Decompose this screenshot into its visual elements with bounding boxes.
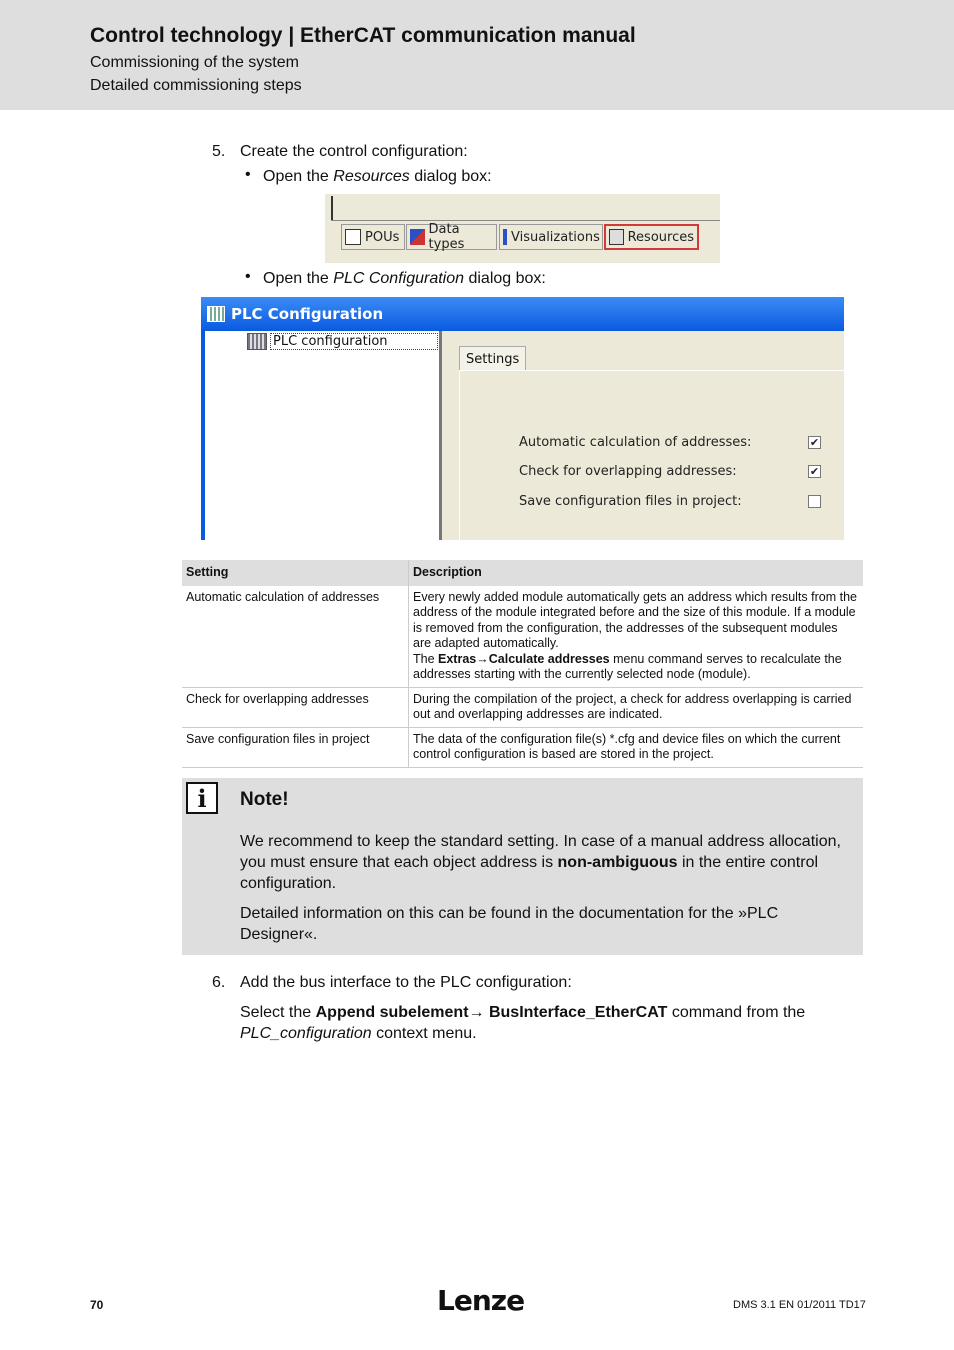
- bullet-open-plc-configuration: Open the PLC Configuration dialog box:: [263, 270, 546, 287]
- column-header-description: Description: [409, 560, 864, 586]
- info-icon: i: [186, 782, 218, 814]
- note-box: [182, 778, 863, 955]
- table-row: [182, 687, 863, 727]
- step-5-text: Create the control configuration:: [240, 143, 468, 160]
- bullet-marker: •: [245, 166, 251, 183]
- plc-configuration-window: [201, 297, 844, 540]
- object-organizer-tabs: [325, 194, 720, 263]
- page-header: [0, 0, 954, 110]
- checkbox-check-overlapping[interactable]: ✔: [809, 466, 820, 478]
- description-cell: During the compilation of the project, a check for address overlapping is carried out and overlapping addresses are indicated.: [409, 687, 864, 727]
- description-cell: Every newly added module automatically gets an address which results from the address of the module integrated before and the size of this module. If a module is removed from the configuration, the addresses of the subsequent modules are adapted automatically. The Extras→Calculate addresses menu command serves to recalculate the addresses starting with the currently selected node (module).: [409, 586, 864, 688]
- window-title-bar: PLC Configuration: [201, 297, 844, 331]
- note-paragraph: We recommend to keep the standard setting. In case of a manual address allocation, you must ensure that each object address is non-ambiguous in the entire control configuration.: [240, 833, 841, 892]
- section-title: Detailed commissioning steps: [90, 77, 302, 94]
- bullet-marker: •: [245, 268, 251, 285]
- document-icon: [345, 229, 361, 245]
- tab-pous[interactable]: POUs: [341, 224, 405, 250]
- manual-title: Control technology | EtherCAT communication manual: [90, 24, 636, 47]
- tree-node-plc-configuration[interactable]: PLC configuration: [247, 333, 438, 350]
- tab-resources[interactable]: Resources: [604, 224, 699, 250]
- setting-cell: Automatic calculation of addresses: [182, 586, 409, 688]
- page-number: 70: [90, 1298, 104, 1312]
- option-automatic-calculation-label: Automatic calculation of addresses:: [519, 435, 752, 450]
- lenze-logo: Lenze: [437, 1284, 525, 1317]
- step-6-text: Add the bus interface to the PLC configuration:: [240, 974, 572, 991]
- note-paragraph: Detailed information on this can be found in the documentation for the »PLC Designer«.: [240, 905, 779, 943]
- note-title: Note!: [240, 789, 289, 810]
- setting-cell: Save configuration files in project: [182, 727, 409, 767]
- description-cell: The data of the configuration file(s) *.cfg and device files on which the current control configuration is based are stored in the project.: [409, 727, 864, 767]
- chapter-title: Commissioning of the system: [90, 54, 299, 71]
- monitor-icon: [503, 229, 507, 245]
- settings-area: [442, 331, 844, 540]
- plc-configuration-icon: [207, 306, 225, 322]
- tab-settings[interactable]: Settings: [459, 346, 526, 371]
- option-save-config-files-label: Save configuration files in project:: [519, 494, 742, 509]
- checkbox-automatic-calculation[interactable]: ✔: [809, 437, 820, 449]
- checkbox-save-config-files[interactable]: [808, 495, 821, 508]
- bullet-open-resources: Open the Resources dialog box:: [263, 168, 492, 185]
- table-header-row: [182, 560, 863, 586]
- step-6-number: 6.: [212, 974, 226, 991]
- column-header-setting: Setting: [182, 560, 409, 586]
- tab-visualizations[interactable]: Visualizations: [499, 224, 603, 250]
- table-row: [182, 586, 863, 688]
- settings-table: [182, 560, 863, 768]
- step-6-instruction: Select the Append subelement→ BusInterface_EtherCAT command from the PLC_configuration context menu.: [240, 1004, 806, 1042]
- table-row: [182, 727, 863, 767]
- configuration-tree: [205, 331, 442, 540]
- settings-panel: [459, 370, 844, 540]
- setting-cell: Check for overlapping addresses: [182, 687, 409, 727]
- option-check-overlapping-label: Check for overlapping addresses:: [519, 464, 737, 479]
- document-code: DMS 3.1 EN 01/2011 TD17: [733, 1299, 866, 1311]
- plc-node-icon: [247, 333, 267, 350]
- data-types-icon: [410, 229, 425, 245]
- tab-data-types[interactable]: Data types: [406, 224, 497, 250]
- step-5-number: 5.: [212, 143, 226, 160]
- resources-icon: [609, 229, 624, 245]
